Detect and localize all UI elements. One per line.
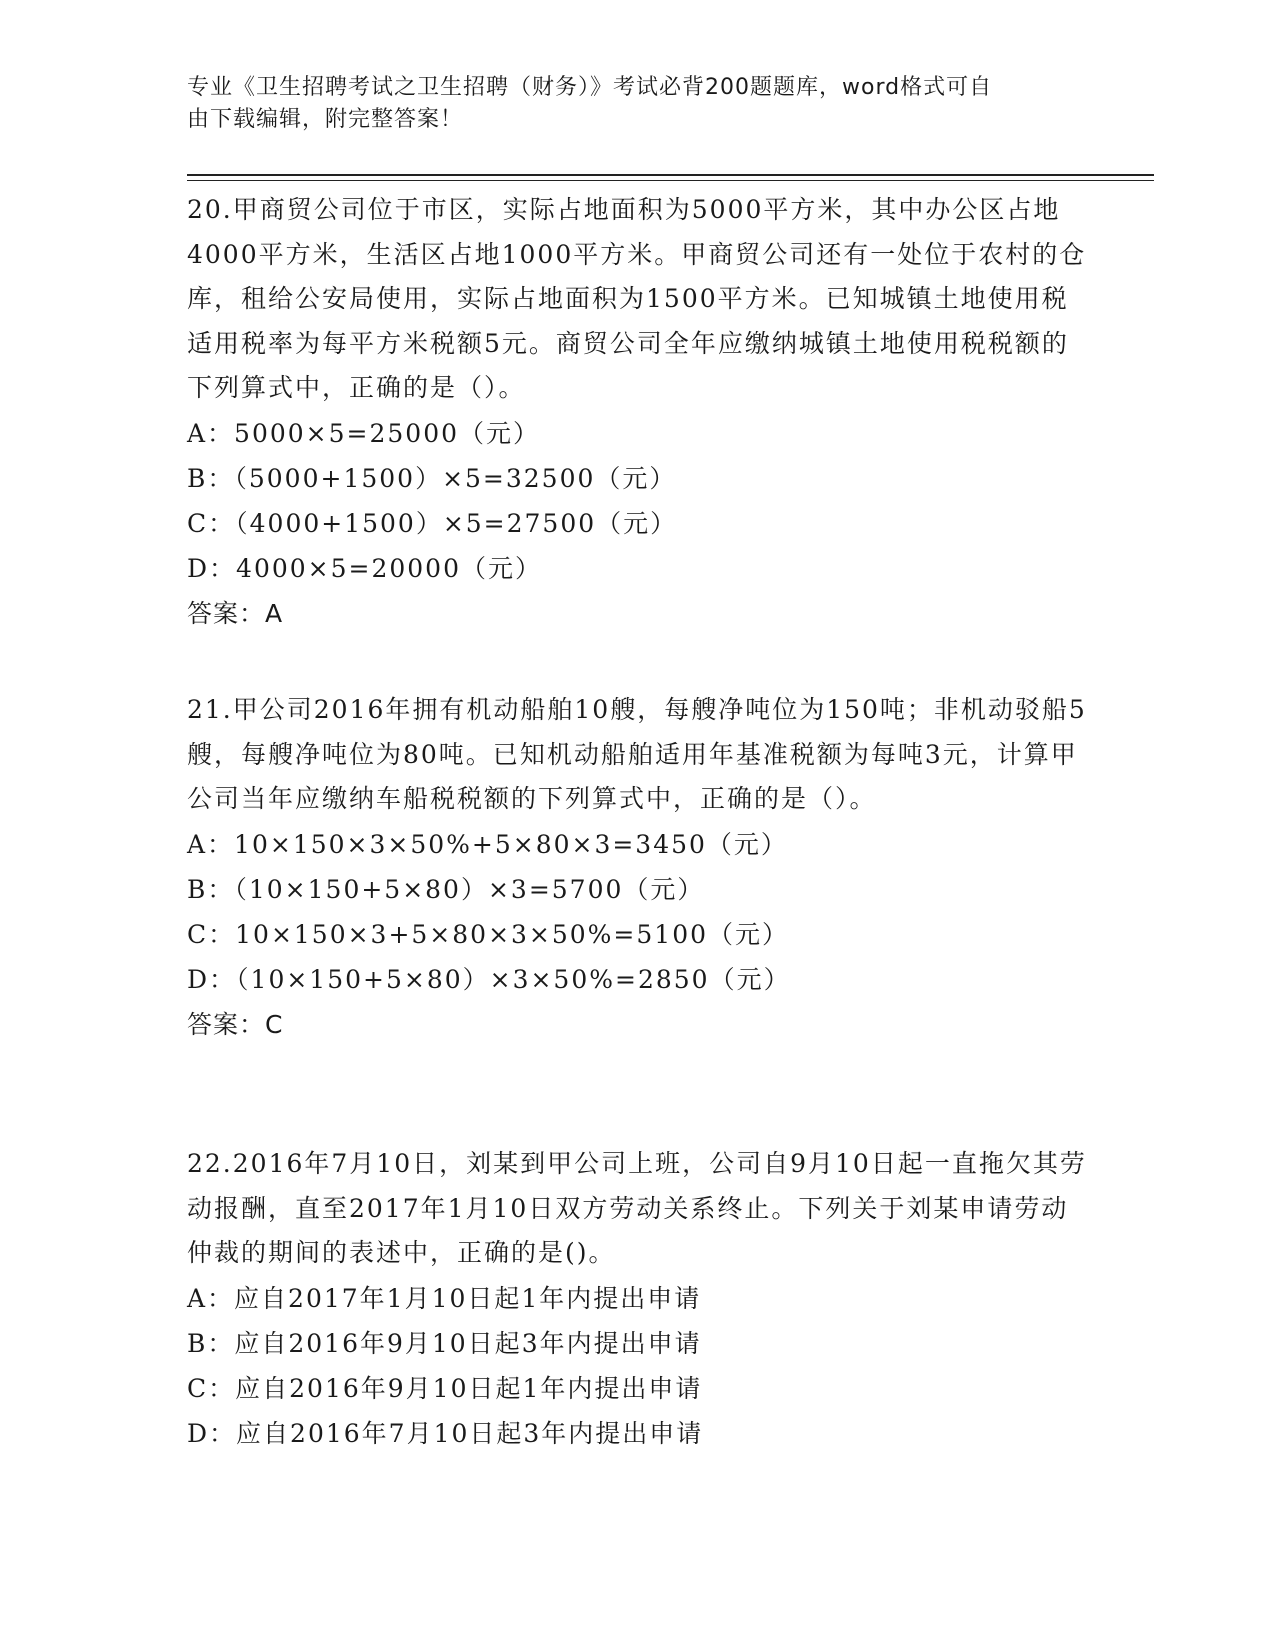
header-rule-thick <box>187 174 1154 176</box>
question-22 <box>187 1142 1087 1456</box>
question-20 <box>187 188 1087 637</box>
question-21 <box>187 688 1087 1048</box>
question-stem: 21.甲公司2016年拥有机动船舶10艘，每艘净吨位为150吨；非机动驳船5艘，每艘净吨位为80吨。已知机动船舶适用年基准税额为每吨3元，计算甲公司当年应缴纳车船税税额的下列算式中，正确的是（）。 <box>187 695 1087 813</box>
answer-line: 答案：A <box>187 598 284 628</box>
answer-line: 答案：C <box>187 1009 284 1039</box>
header-rule-thin <box>187 180 1154 181</box>
option-b: B：应自2016年9月10日起3年内提出申请 <box>187 1328 702 1358</box>
option-c: C：（4000+1500）×5=27500（元） <box>187 508 678 538</box>
option-c: C：应自2016年9月10日起1年内提出申请 <box>187 1373 703 1403</box>
option-d: D：4000×5=20000（元） <box>187 553 542 583</box>
option-a: A：应自2017年1月10日起1年内提出申请 <box>187 1283 702 1313</box>
question-stem: 22.2016年7月10日，刘某到甲公司上班，公司自9月10日起一直拖欠其劳动报酬，直至2017年1月10日双方劳动关系终止。下列关于刘某申请劳动仲裁的期间的表述中，正确的是()。 <box>187 1149 1087 1267</box>
option-b: B：（10×150+5×80）×3=5700（元） <box>187 874 705 904</box>
document-header <box>187 72 1067 136</box>
option-d: D：应自2016年7月10日起3年内提出申请 <box>187 1418 704 1448</box>
option-a: A：5000×5=25000（元） <box>187 418 541 448</box>
header-line-2: 由下载编辑，附完整答案！ <box>187 107 464 132</box>
option-b: B：（5000+1500）×5=32500（元） <box>187 463 677 493</box>
question-stem: 20.甲商贸公司位于市区，实际占地面积为5000平方米，其中办公区占地4000平方米，生活区占地1000平方米。甲商贸公司还有一处位于农村的仓库，租给公安局使用，实际占地面积为1500平方米。已知城镇土地使用税适用税率为每平方米税额5元。商贸公司全年应缴纳城镇土地使用税税额的下列算式中，正确的是（）。 <box>187 195 1087 402</box>
header-line-1: 专业《卫生招聘考试之卫生招聘（财务）》考试必背200题题库，word格式可自 <box>187 75 993 100</box>
option-a: A：10×150×3×50%+5×80×3=3450（元） <box>187 829 788 859</box>
option-d: D：（10×150+5×80）×3×50%=2850（元） <box>187 964 791 994</box>
option-c: C：10×150×3+5×80×3×50%=5100（元） <box>187 919 790 949</box>
